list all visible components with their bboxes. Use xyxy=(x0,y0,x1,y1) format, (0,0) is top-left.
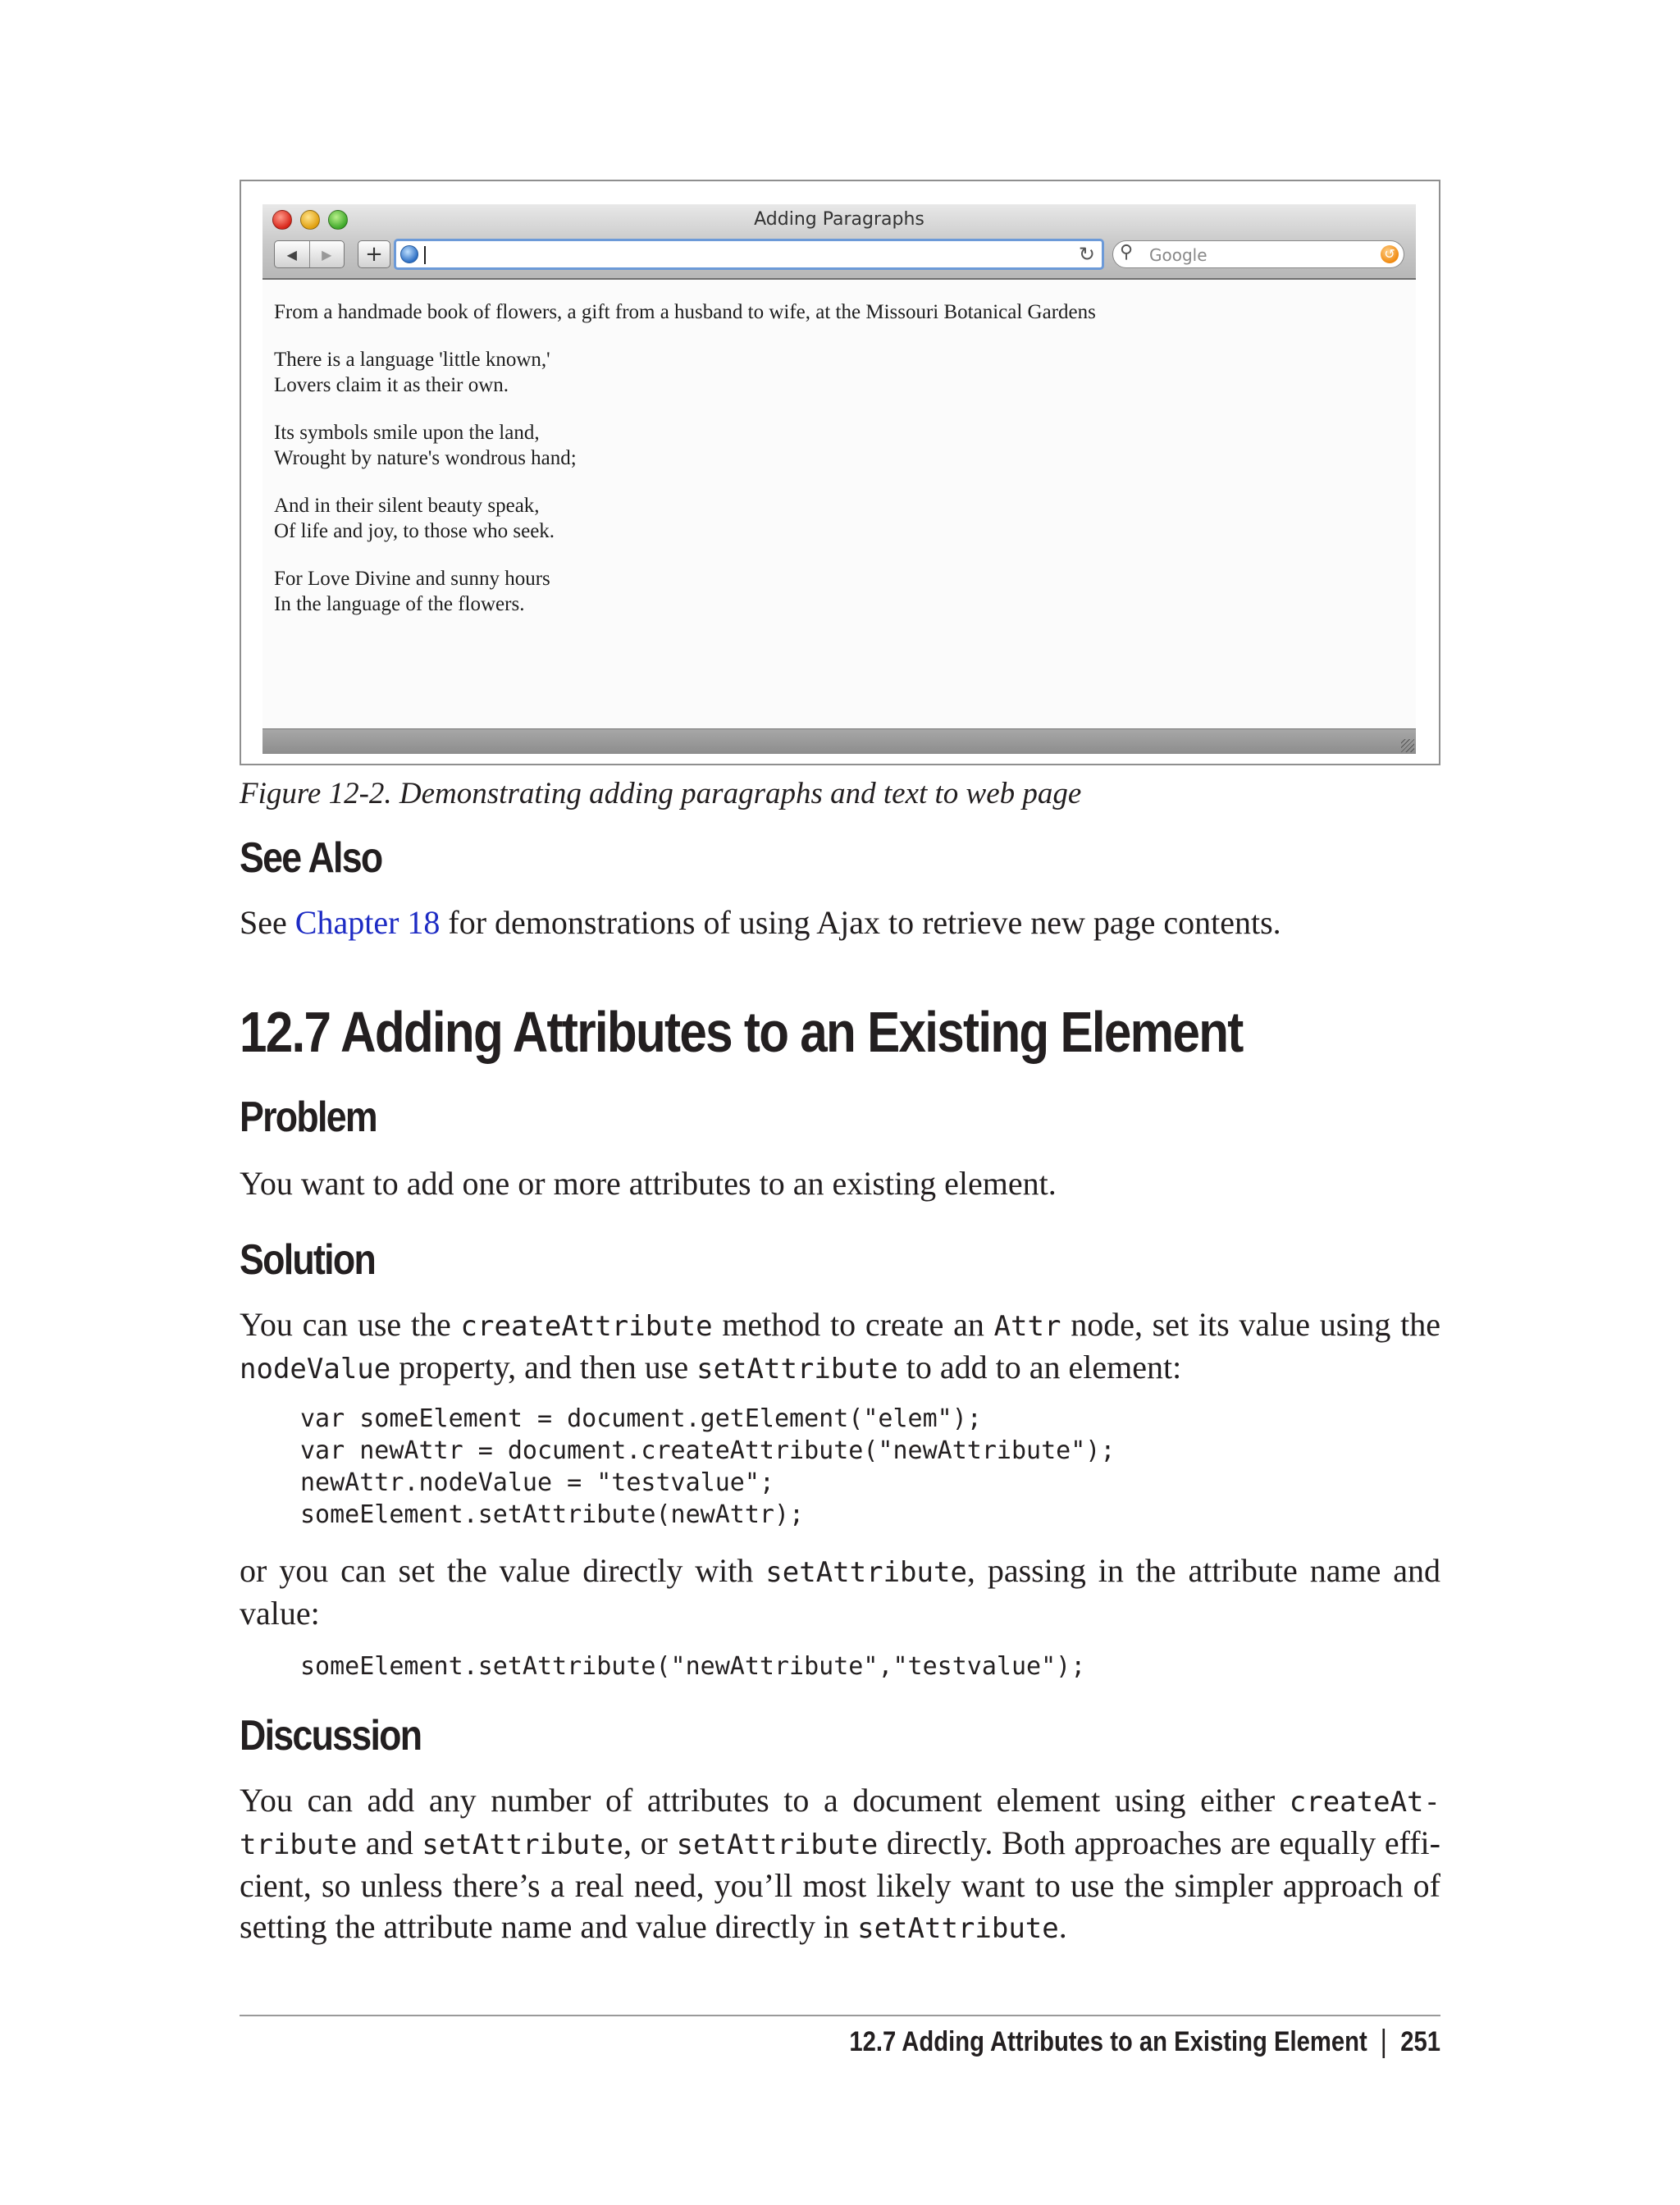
text-run: , passing in the attribute name and value: xyxy=(240,1552,1440,1632)
inline-code: createAttribute xyxy=(460,1310,713,1343)
paragraph-line: Wrought by nature's wondrous hand; xyxy=(274,447,577,469)
paragraph-line: Its symbols smile upon the land, xyxy=(274,422,540,444)
figure-caption: Figure 12-2. Demonstrating adding paragraphs and text to web page xyxy=(240,777,1082,810)
page-paragraph xyxy=(274,347,1406,398)
browser-window xyxy=(262,204,1416,754)
paragraph-line: For Love Divine and sunny hours xyxy=(274,568,550,590)
solution-heading: Solution xyxy=(240,1236,376,1284)
forward-arrow-icon[interactable]: ▶ xyxy=(309,241,345,267)
page-paragraph xyxy=(274,299,1406,325)
search-field[interactable] xyxy=(1112,240,1404,268)
text-run: You can use the xyxy=(240,1306,461,1343)
code-block-1: var someElement = document.getElement("elem"); var newAttr = document.createAttribute("newAttribute"); newAttr.nodeValue = "testvalue"; someElement.setAttribute(newAttr); xyxy=(300,1404,1116,1529)
paragraph-line: From a handmade book of flowers, a gift from a husband to wife, at the Missouri Botanical Gardens xyxy=(274,301,1096,323)
nav-buttons xyxy=(274,240,345,268)
discussion-paragraph xyxy=(240,1780,1440,1949)
see-also-text xyxy=(240,902,1440,943)
running-head: 12.7 Adding Attributes to an Existing Element xyxy=(849,2026,1367,2057)
inline-code: Attr xyxy=(993,1310,1061,1343)
inline-code: setAttribute xyxy=(857,1912,1059,1945)
discussion-heading: Discussion xyxy=(240,1712,422,1760)
page-number: 251 xyxy=(1400,2026,1440,2057)
page-content xyxy=(274,299,1406,639)
problem-text: You want to add one or more attributes to an existing element. xyxy=(240,1165,1057,1202)
problem-heading: Problem xyxy=(240,1093,377,1141)
solution-paragraph-2 xyxy=(240,1550,1440,1634)
window-title: Adding Paragraphs xyxy=(754,209,924,230)
text-run: , or xyxy=(623,1824,677,1861)
address-bar[interactable] xyxy=(394,239,1104,270)
footer-separator xyxy=(1383,2029,1386,2058)
text-run: or you can set the value directly with xyxy=(240,1552,766,1589)
resize-grip-icon[interactable] xyxy=(1401,739,1414,752)
text-run: directly. Both approaches are equally efficient, so unless there’s a real need, you’ll most likely want to use the simpler approach of setting the attribute name and value directly in xyxy=(240,1824,1440,1945)
see-also-heading: See Also xyxy=(240,834,382,882)
inline-code: nodeValue xyxy=(240,1353,391,1386)
reload-icon[interactable]: ↻ xyxy=(1078,243,1095,266)
text-run: method to create an xyxy=(712,1306,994,1343)
inline-code: setAttribute xyxy=(765,1556,967,1589)
chapter-link[interactable]: Chapter 18 xyxy=(294,904,441,941)
footer-rule xyxy=(240,2015,1440,2016)
inline-code: createAttribute xyxy=(240,1786,1440,1861)
text-run: property, and then use xyxy=(390,1349,697,1386)
paragraph-line: There is a language 'little known,' xyxy=(274,349,550,371)
browser-toolbar xyxy=(262,204,1416,280)
text-run: to add to an element: xyxy=(897,1349,1182,1386)
solution-paragraph-1 xyxy=(240,1304,1440,1390)
search-placeholder: Google xyxy=(1149,245,1208,265)
back-arrow-icon[interactable]: ◀ xyxy=(286,246,297,262)
inline-code: setAttribute xyxy=(696,1353,898,1386)
text-run: and xyxy=(357,1824,422,1861)
see-also-text-before: See xyxy=(240,904,295,941)
see-also-text-after: for demonstrations of using Ajax to retrieve new page contents. xyxy=(440,904,1281,941)
inline-code: setAttribute xyxy=(676,1828,879,1861)
paragraph-line: Of life and joy, to those who seek. xyxy=(274,520,555,542)
text-run: . xyxy=(1058,1908,1067,1945)
add-bookmark-button[interactable]: + xyxy=(358,240,390,268)
inline-code: setAttribute xyxy=(422,1828,623,1861)
figure-screenshot xyxy=(240,180,1440,765)
text-run: You can add any number of attributes to a document element using either xyxy=(240,1782,1290,1819)
section-title: 12.7 Adding Attributes to an Existing Element xyxy=(240,1000,1243,1064)
paragraph-line: Lovers claim it as their own. xyxy=(274,374,509,396)
page-paragraph xyxy=(274,493,1406,544)
page-footer xyxy=(849,2026,1440,2058)
search-icon: ⚲ xyxy=(1120,242,1134,262)
paragraph-line: In the language of the flowers. xyxy=(274,593,525,615)
paragraph-line: And in their silent beauty speak, xyxy=(274,495,540,517)
text-cursor xyxy=(424,246,426,264)
status-bar xyxy=(262,728,1416,754)
snapback-icon[interactable]: ↺ xyxy=(1381,245,1399,263)
globe-icon xyxy=(400,245,418,263)
page-paragraph xyxy=(274,566,1406,617)
text-run: node, set its value using the xyxy=(1061,1306,1441,1343)
code-block-2: someElement.setAttribute("newAttribute","testvalue"); xyxy=(300,1652,1086,1681)
page-paragraph xyxy=(274,420,1406,471)
